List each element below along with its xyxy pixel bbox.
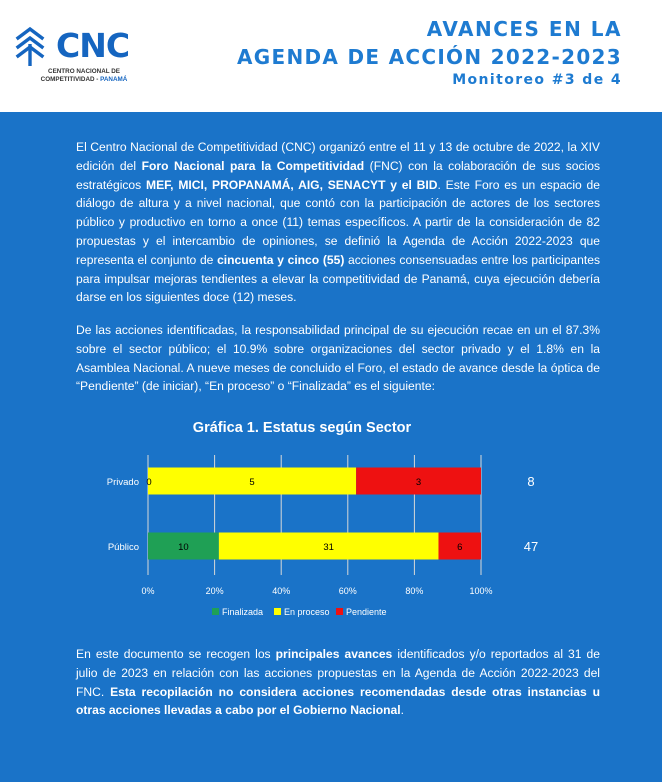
text-run: principales avances: [275, 647, 393, 661]
logo-subtitle-panama: PANAMÁ: [100, 76, 128, 83]
text-run: . Este Foro es un espacio de diálogo de altura y a nivel nacional, que contó con la participación de actores de los sectores público y productivo en torno a once (11) temas específicos. A partir de la consideración de 82 propuestas y el intercambio de opiniones, se definió la Agenda de Acción 2022-2023 que representa el conjunto de: [76, 177, 600, 267]
status-by-sector-chart: [0, 410, 662, 630]
sector-total-label: 8: [527, 474, 535, 489]
sector-total-label: 47: [523, 539, 539, 554]
text-run: cincuenta y cinco (55): [217, 252, 345, 267]
bar-value-label: 10: [178, 542, 189, 553]
intro-paragraph: [76, 138, 600, 307]
bar-value-label: 6: [457, 542, 463, 553]
category-label: Privado: [106, 477, 139, 488]
text-run: identificados y/o reportados al 31 de julio de 2023 en relación con las acciones propuestas en la Agenda de Acción 2022-2023 del FNC.: [76, 647, 600, 699]
chart-title: Gráfica 1. Estatus según Sector: [192, 420, 412, 436]
legend-label: Pendiente: [346, 607, 387, 617]
x-tick-label: 60%: [338, 586, 357, 596]
x-tick-label: 80%: [405, 586, 424, 596]
x-tick-label: 0%: [141, 586, 155, 596]
logo-subtitle-line2: [14, 76, 154, 83]
text-run: En este documento se recogen los: [76, 647, 276, 661]
logo-brand: CNC: [56, 26, 130, 65]
text-run: Esta recopilación no considera acciones recomendadas desde otras instancias u otras acciones llevadas a cabo por el Gobierno Nacional: [76, 684, 600, 718]
scope-paragraph: [76, 645, 600, 720]
legend-label: Finalizada: [222, 607, 264, 617]
logo-subtitle-competitividad: COMPETITIVIDAD -: [40, 76, 101, 83]
page-title-line2: AGENDA DE ACCIÓN 2022-2023: [237, 45, 622, 69]
text-run: Foro Nacional para la Competitividad: [141, 158, 365, 173]
text-run: acciones consensuadas entre los participantes para impulsar mejoras tendientes a elevar la competitividad de Panamá, cuya ejecución debería darse en los siguientes doce (12) meses.: [76, 252, 601, 305]
logo-subtitle-line1: CENTRO NACIONAL DE: [48, 68, 120, 75]
x-tick-label: 20%: [205, 586, 224, 596]
text-run: (FNC) con la colaboración de sus socios estratégicos: [76, 158, 600, 192]
text-run: El Centro Nacional de Competitividad (CNC) organizó entre el 11 y 13 de octubre de 2022, la XIV edición del: [76, 140, 600, 173]
bar-value-label: 0: [146, 477, 152, 488]
page-subtitle: Monitoreo #3 de 4: [452, 72, 622, 88]
bar-value-label: 3: [415, 477, 422, 488]
page-title-line1: AVANCES EN LA: [426, 17, 622, 41]
text-run: MEF, MICI, PROPANAMÁ, AIG, SENACYT y el BID: [146, 177, 438, 192]
legend-swatch: [274, 608, 281, 615]
text-run: .: [400, 703, 405, 718]
header: [0, 0, 662, 112]
x-tick-label: 40%: [272, 586, 291, 596]
x-tick-label: 100%: [469, 586, 493, 596]
text-run: De las acciones identificadas, la responsabilidad principal de su ejecución recae en un el 87.3% sobre el sector público; el 10.9% sobre organizaciones del sector privado y el 1.8% en la Asamblea Nacional. A nueve meses de concluido el Foro, el estado de avance desde la óptica de “Pendiente” (de iniciar), “En proceso” o “Finalizada” es el siguiente:: [76, 323, 600, 394]
responsibility-paragraph: [76, 321, 600, 396]
bar-value-label: 31: [323, 542, 334, 553]
cnc-logo: [14, 24, 144, 90]
chevron-arrow-icon: [14, 24, 54, 68]
category-label: Público: [107, 542, 139, 553]
legend-label: En proceso: [284, 607, 330, 617]
legend-swatch: [336, 608, 343, 615]
legend-swatch: [212, 608, 219, 615]
bar-value-label: 5: [249, 477, 255, 488]
